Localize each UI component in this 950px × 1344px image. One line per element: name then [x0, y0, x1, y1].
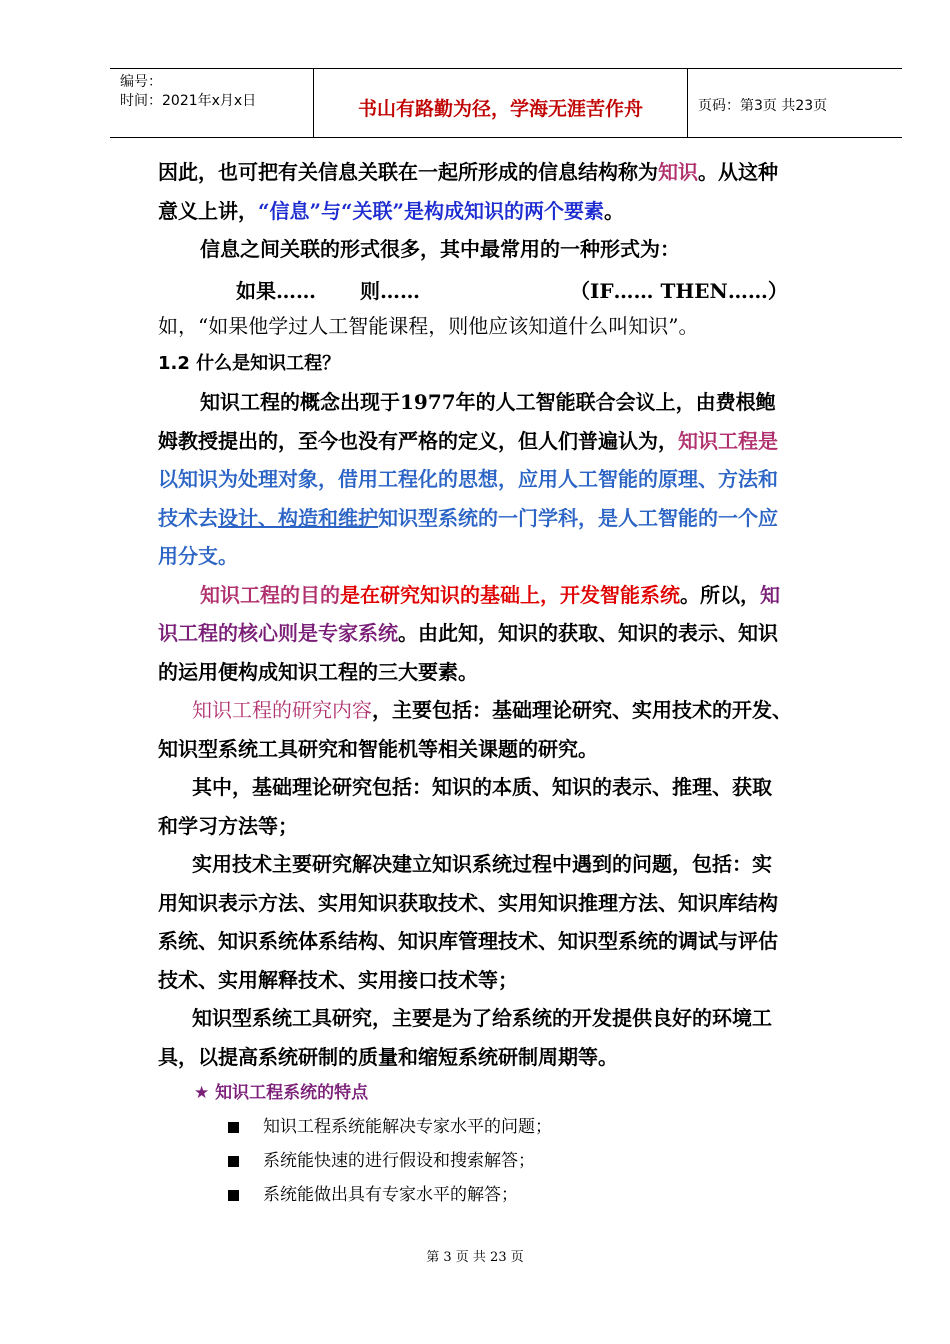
list-item-text: 系统能快速的进行假设和搜索解答；	[263, 1151, 535, 1171]
paragraph	[158, 614, 878, 653]
paragraph: 系统、知识系统体系结构、知识库管理技术、知识型系统的调试与评估	[158, 929, 778, 953]
paragraph: 和学习方法等；	[158, 813, 298, 838]
header-page-info: 页码：第3页 共23页	[698, 98, 828, 114]
highlight-goal: 是在研究知识的基础上，开发智能系统	[340, 582, 680, 607]
section-title: 1.2 什么是知识工程？	[158, 353, 341, 374]
highlight-core: 识工程的核心则是专家系统	[158, 621, 398, 645]
highlight-definition: 知识工程是	[678, 428, 778, 453]
paragraph: 知识工程的概念出现于1977年的人工智能联合会议上，由费根鲍	[200, 390, 776, 414]
header-meta	[110, 69, 314, 137]
highlight-knowledge: 知识	[658, 160, 698, 184]
square-bullet-icon	[228, 1190, 239, 1201]
text: 。从这种	[698, 160, 778, 184]
paragraph: 以知识为处理对象，借用工程化的思想，应用人工智能的原理、方法和	[158, 467, 778, 491]
paragraph: 的运用便构成知识工程的三大要素。	[158, 659, 478, 684]
then-cn: 则……	[360, 278, 420, 303]
paragraph: 用知识表示方法、实用知识获取技术、实用知识推理方法、知识库结构	[158, 890, 778, 915]
list-item-text: 知识工程系统能解决专家水平的问题；	[263, 1117, 552, 1137]
if-cn: 如果……	[236, 278, 316, 303]
paragraph: 知识型系统工具研究和智能机等相关课题的研究。	[158, 736, 598, 761]
list-item	[158, 1110, 878, 1144]
if-then-line	[158, 269, 878, 307]
header-number: 编号：	[120, 74, 162, 90]
highlight-research: 知识工程的研究内容	[192, 698, 372, 722]
highlight-two-elements: “信息”与“关联”是构成知识的两个要素	[258, 198, 605, 223]
paragraph: 知识型系统工具研究，主要是为了给系统的开发提供良好的环境工	[192, 1006, 772, 1030]
text: 因此，也可把有关信息关联在一起所形成的信息结构称为	[158, 160, 658, 184]
square-bullet-icon	[228, 1156, 239, 1167]
text: 技术去	[158, 505, 218, 530]
document-body	[158, 153, 878, 1212]
list-item	[158, 1144, 878, 1178]
text: 。所以，	[680, 582, 760, 607]
text: 。	[604, 198, 625, 223]
page-header	[110, 68, 902, 138]
header-motto: 书山有路勤为径，学海无涯苦作舟	[314, 69, 688, 137]
paragraph: 信息之间关联的形式很多，其中最常用的一种形式为：	[200, 237, 680, 261]
paragraph: 其中，基础理论研究包括：知识的本质、知识的表示、推理、获取	[192, 775, 772, 799]
square-bullet-icon	[228, 1122, 239, 1133]
list-item-text: 系统能做出具有专家水平的解答；	[263, 1185, 518, 1205]
paragraph: 技术、实用解释技术、实用接口技术等；	[158, 967, 518, 992]
page-footer: 第 3 页 共 23 页	[426, 1250, 524, 1265]
text: 知识型系统的一门学科，是人工智能的一个应	[378, 505, 778, 530]
text: 。由此知，知识的获取、知识的表示、知识	[398, 621, 778, 645]
paragraph	[158, 499, 878, 538]
text: ，主要包括：基础理论研究、实用技术的开发、	[372, 698, 792, 722]
paragraph: 用分支。	[158, 544, 238, 568]
if-then-en: （IF…… THEN……）	[570, 278, 788, 303]
paragraph	[158, 192, 878, 231]
paragraph	[158, 422, 878, 461]
paragraph: 具，以提高系统研制的质量和缩短系统研制周期等。	[158, 1044, 618, 1069]
paragraph: 实用技术主要研究解决建立知识系统过程中遇到的问题，包括：实	[192, 852, 772, 876]
paragraph	[158, 576, 878, 615]
text: 姆教授提出的，至今也没有严格的定义，但人们普遍认为，	[158, 428, 678, 453]
list-item	[158, 1178, 878, 1212]
paragraph: 如，“如果他学过人工智能课程，则他应该知道什么叫知识”。	[158, 313, 699, 338]
header-time: 时间：2021年x月x日	[120, 93, 257, 109]
underlined-text: 设计、构造和维护	[218, 505, 378, 530]
features-heading: ★ 知识工程系统的特点	[194, 1083, 369, 1103]
highlight-purpose: 知识工程的目的	[200, 582, 340, 607]
paragraph	[158, 691, 878, 730]
paragraph	[158, 153, 878, 192]
text: 意义上讲，	[158, 198, 258, 223]
highlight-core: 知	[760, 582, 780, 607]
